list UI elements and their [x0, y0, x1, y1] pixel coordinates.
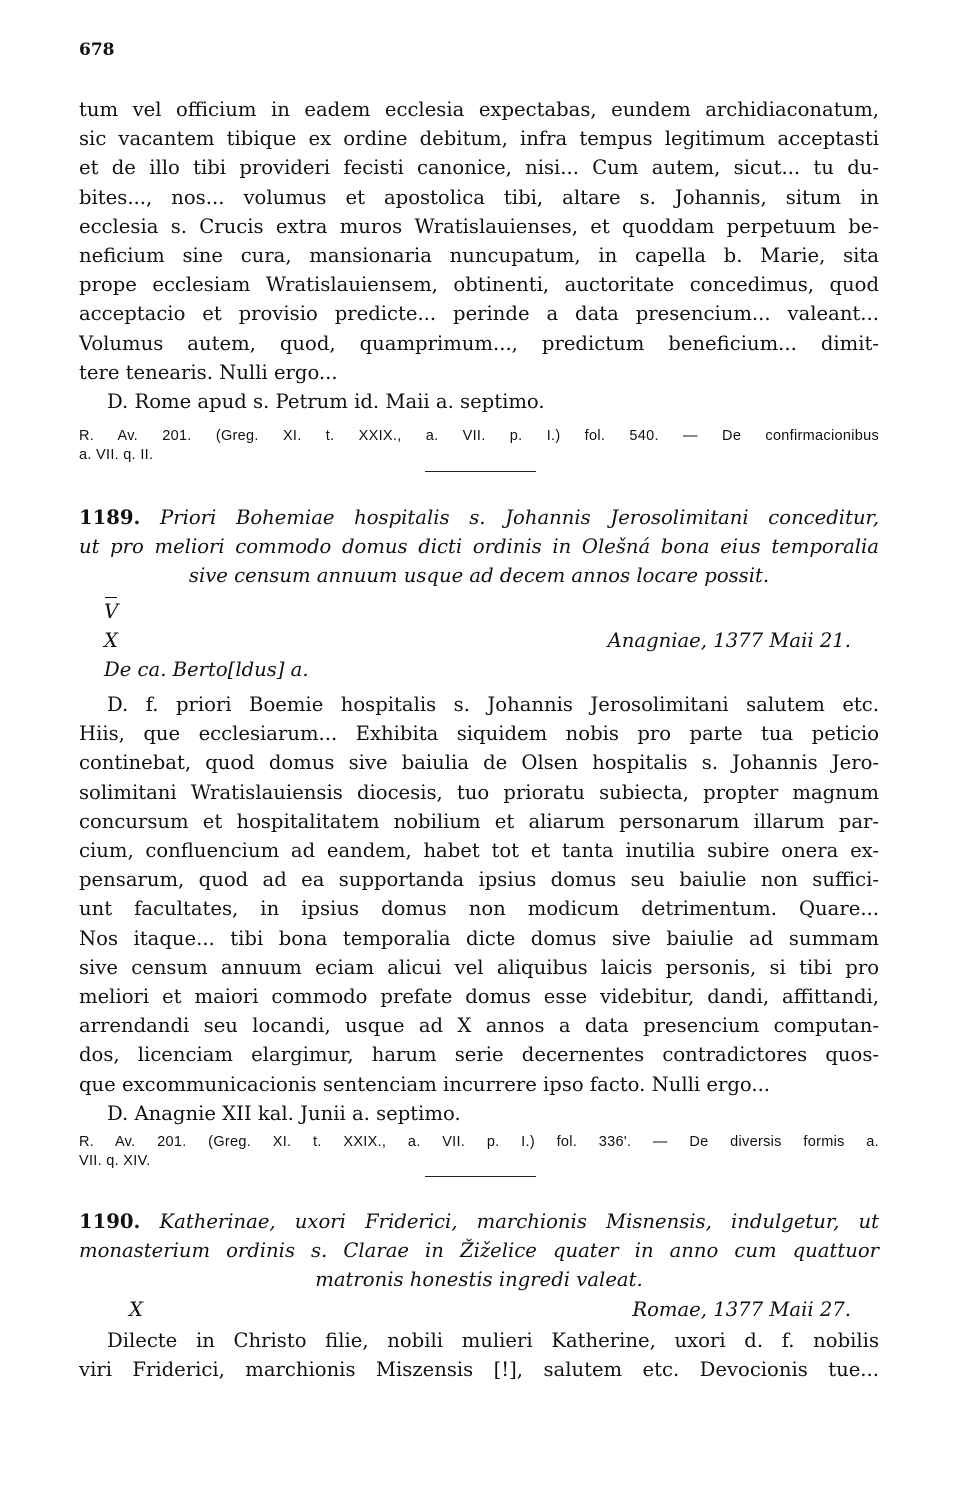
heading-text: monasterium ordinis s. Clarae in Žiželice quater in anno cum quattuor [79, 1239, 879, 1263]
entry-1189-heading [79, 503, 879, 591]
heading-text: Priori Bohemiae hospitalis s. Johannis Jerosolimitani conceditur, [160, 506, 879, 529]
place-date: Romae, 1377 Maii 27. [632, 1298, 851, 1321]
text-line: Hiis, que ecclesiarum... Exhibita siquidem nobis pro parte tua peticio [79, 722, 879, 746]
text-line: continebat, quod domus sive baiulia de Olsen hospitalis s. Johannis Jero- [79, 751, 879, 775]
text-line: et de illo tibi provideri fecisti canonice, nisi... Cum autem, sicut... tu du- [79, 156, 879, 180]
date-line: D. Rome apud s. Petrum id. Maii a. septimo. [107, 390, 545, 414]
separator-rule [425, 1176, 536, 1177]
text-line: ecclesia s. Crucis extra muros Wratislauienses, et quoddam perpetuum be- [79, 214, 879, 238]
text-line: unt facultates, in ipsius domus non modicum detrimentum. Quare... [79, 897, 879, 921]
text-line: pensarum, quod ad ea supportanda ipsius domus seu baiulie non suffici- [79, 868, 879, 892]
text-line: tere tenearis. Nulli ergo... [79, 360, 338, 384]
text-line: Dilecte in Christo filie, nobili mulieri Katherine, uxori d. f. nobilis [107, 1329, 879, 1352]
mark-v: V [104, 597, 118, 626]
text-line: viri Friderici, marchionis Miszensis [!], salutem etc. Devocionis tue... [79, 1358, 879, 1382]
text-line: prope ecclesiam Wratislauiensem, obtinenti, auctoritate concedimus, quod [79, 273, 879, 297]
text-line: neficium sine cura, mansionaria nuncupatum, in capella b. Marie, sita [79, 244, 879, 268]
continuation-paragraph [79, 95, 879, 416]
text-line: cium, confluencium ad eandem, habet tot et tanta inutilia subire onera ex- [79, 839, 879, 863]
heading-text: ut pro meliori commodo domus dicti ordinis in Olešná bona eius temporalia [79, 535, 879, 559]
text-line: Volumus autem, quod, quamprimum..., predictum beneficium... dimit- [79, 331, 879, 355]
text-line: acceptacio et provisio predicte... perinde a data presencium... valeant... [79, 302, 879, 326]
footnote-line: R. Av. 201. (Greg. XI. t. XXIX., a. VII. p. I.) fol. 336'. — De diversis formis a. [79, 1134, 879, 1150]
text-line: meliori et maiori commodo prefate domus esse videbitur, dandi, affittandi, [79, 985, 879, 1009]
heading-text: matronis honestis ingredi valeat. [315, 1268, 643, 1292]
entry-1190-heading [79, 1207, 879, 1295]
heading-text: Katherinae, uxori Friderici, marchionis Misnensis, indulgetur, ut [159, 1210, 879, 1233]
page-number: 678 [79, 40, 115, 60]
text-line: sic vacantem tibique ex ordine debitum, infra tempus legitimum acceptasti [79, 127, 879, 151]
text-line: bites..., nos... volumus et apostolica tibi, altare s. Johannis, situm in [79, 185, 879, 209]
entry-number: 1189. [79, 506, 141, 529]
text-line: concursum et hospitalitatem nobilium et aliarum personarum illarum par- [79, 809, 879, 833]
mark-x: X [129, 1298, 143, 1321]
footnote-line: R. Av. 201. (Greg. XI. t. XXIX., a. VII. p. I.) fol. 540. — De confirmacionibus [79, 428, 879, 444]
footnote-1189 [79, 1133, 879, 1171]
entry-1190-marks [79, 1295, 879, 1324]
text-line: D. f. priori Boemie hospitalis s. Johannis Jerosolimitani salutem etc. [107, 693, 879, 716]
text-line: sive censum annuum eciam alicui vel aliquibus laicis personis, si tibi pro [79, 955, 879, 979]
heading-text: sive censum annuum usque ad decem annos locare possit. [188, 564, 770, 588]
entry-1189-text [79, 690, 879, 1128]
entry-1190-text [79, 1326, 879, 1384]
footnote-line: VII. q. XIV. [79, 1153, 151, 1169]
registry-note: De ca. Berto[ldus] a. [104, 658, 309, 681]
place-date: Anagniae, 1377 Maii 21. [607, 629, 851, 652]
text-line: dos, licenciam elargimur, harum serie decernentes contradictores quos- [79, 1043, 879, 1067]
text-line: arrendandi seu locandi, usque ad X annos a data presencium computan- [79, 1014, 879, 1038]
separator-rule [425, 471, 536, 472]
text-line: Nos itaque... tibi bona temporalia dicte domus sive baiulie ad summam [79, 926, 879, 950]
footnote-line: a. VII. q. II. [79, 447, 154, 463]
entry-number: 1190. [79, 1210, 141, 1233]
text-line: solimitani Wratislauiensis diocesis, tuo prioratu subiecta, propter magnum [79, 780, 879, 804]
text-line: que excommunicacionis sentenciam incurrere ipso facto. Nulli ergo... [79, 1072, 771, 1096]
footnote-top [79, 427, 879, 465]
date-line: D. Anagnie XII kal. Junii a. septimo. [107, 1101, 461, 1125]
text-line: tum vel officium in eadem ecclesia expectabas, eundem archidiaconatum, [79, 98, 879, 121]
mark-x: X [104, 629, 118, 652]
entry-1189-marks [79, 597, 879, 684]
